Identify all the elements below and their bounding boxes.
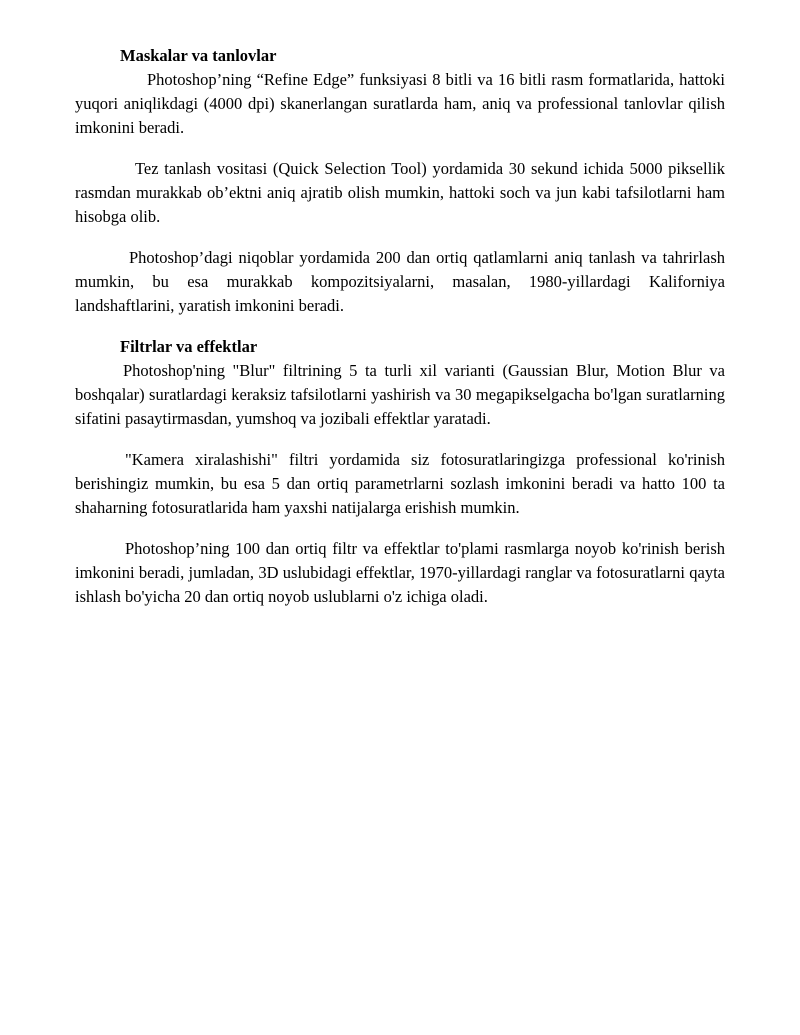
paragraph-spacer (75, 229, 725, 246)
paragraph-spacer (75, 140, 725, 157)
section-spacer (75, 318, 725, 335)
paragraph-spacer (75, 520, 725, 537)
paragraph-quick-selection: Tez tanlash vositasi (Quick Selection Tool) yordamida 30 sekund ichida 5000 piksellik rasmdan murakkab ob’ektni aniq ajratib olish mumkin, hattoki soch va jun kabi tafsilotlarni ham hisobga olib. (75, 159, 725, 226)
paragraph-filter-collection: Photoshop’ning 100 dan ortiq filtr va effektlar to'plami rasmlarga noyob ko'rinish berish imkonini beradi, jumladan, 3D uslubidagi effektlar, 1970-yillardagi ranglar va fotosuratlarni qayta ishlash bo'yicha 20 dan ortiq noyob uslublarni o'z ichiga oladi. (75, 539, 725, 606)
paragraph-refine-edge: Photoshop’ning “Refine Edge” funksiyasi 8 bitli va 16 bitli rasm formatlarida, hattoki yuqori aniqlikdagi (4000 dpi) skanerlangan suratlarda ham, aniq va professional tanlovlar qilish imkonini beradi. (75, 70, 725, 137)
paragraph-camera-blur: "Kamera xiralashishi" filtri yordamida siz fotosuratlaringizga professional ko'rinish berishingiz mumkin, bu esa 5 dan ortiq parametrlarni sozlash imkonini beradi va hatto 100 ta shaharning fotosuratlarida ham yaxshi natijalarga erishish mumkin. (75, 450, 725, 517)
paragraph-masks: Photoshop’dagi niqoblar yordamida 200 dan ortiq qatlamlarni aniq tanlash va tahrirlash mumkin, bu esa murakkab kompozitsiyalarni, masalan, 1980-yillardagi Kaliforniya landshaftlarini, yaratish imkonini beradi. (75, 248, 725, 315)
paragraph-spacer (75, 431, 725, 448)
section-heading-filters: Filtrlar va effektlar (120, 337, 258, 356)
section-heading-masks: Maskalar va tanlovlar (120, 46, 277, 65)
document-page (75, 44, 725, 609)
paragraph-blur-filter: Photoshop'ning "Blur" filtrining 5 ta turli xil varianti (Gaussian Blur, Motion Blur va boshqalar) suratlardagi keraksiz tafsilotlarni yashirish va 30 megapikselgacha bo'lgan suratlarning sifatini pasaytirmasdan, yumshoq va jozibali effektlar yaratadi. (75, 361, 725, 428)
